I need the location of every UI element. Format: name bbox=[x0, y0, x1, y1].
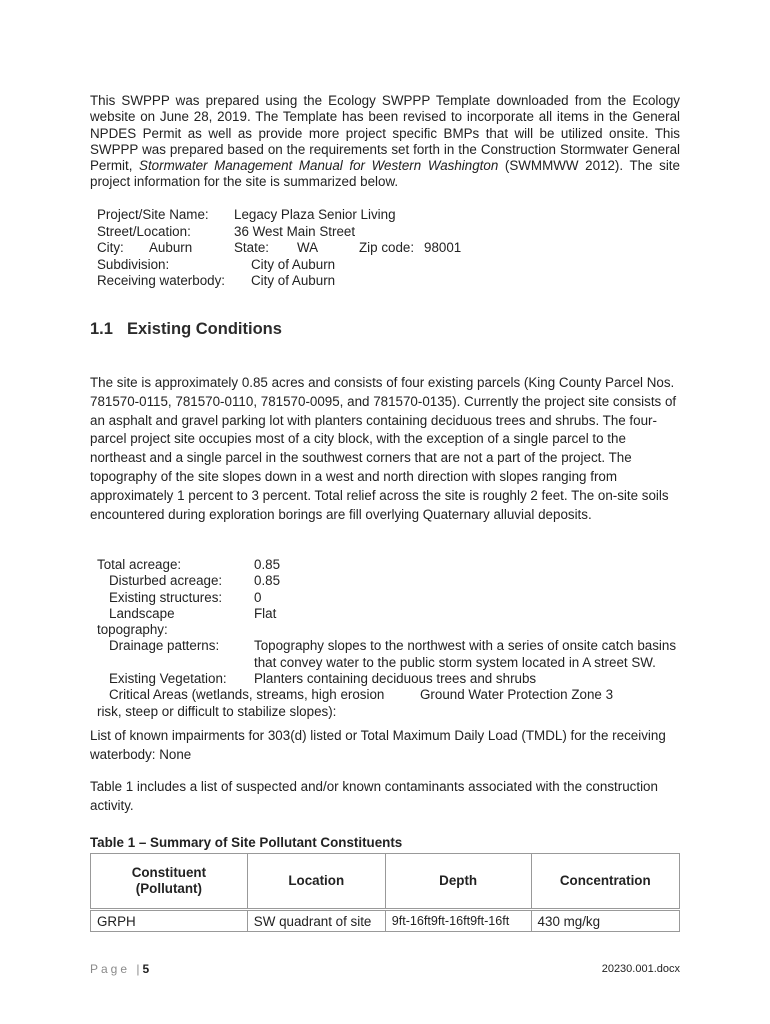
table-header-row bbox=[91, 854, 680, 910]
page-separator: | bbox=[136, 962, 143, 976]
table-title: Table 1 – Summary of Site Pollutant Constituents bbox=[90, 835, 403, 850]
drainage-value-line2: that convey water to the public storm system located in A street SW. bbox=[254, 654, 656, 670]
project-name-value: Legacy Plaza Senior Living bbox=[234, 207, 396, 222]
total-acreage-label: Total acreage: bbox=[97, 557, 182, 572]
intro-paragraph bbox=[90, 93, 680, 191]
pollutant-table bbox=[90, 853, 680, 932]
landscape-label: Landscape bbox=[109, 605, 175, 621]
page-footer-number bbox=[90, 962, 149, 976]
intro-text-part1: This SWPPP was prepared using the Ecology SWPPP Template downloaded from the Ecology website on June 28, 2019. The Template has been revised to incorporate all items in the General NPDES Permit as well as provide more project specific BMPs that will be utilized onsite. This SWPPP was prepared based on the requirements set forth in the Construction Stormwater General Permit, bbox=[90, 93, 680, 174]
total-acreage-value: 0.85 bbox=[254, 557, 281, 572]
city-label: City: bbox=[97, 240, 124, 255]
table-row bbox=[91, 910, 680, 932]
drainage-label: Drainage patterns: bbox=[109, 638, 220, 654]
page-label: Page bbox=[90, 962, 131, 976]
table-header-cell: Concentration bbox=[531, 854, 679, 910]
zip-label: Zip code: bbox=[359, 240, 415, 255]
street-value: 36 West Main Street bbox=[234, 223, 356, 239]
state-label: State: bbox=[234, 240, 269, 255]
critical-areas-value: Ground Water Protection Zone 3 bbox=[420, 687, 614, 703]
vegetation-value: Planters containing deciduous trees and shrubs bbox=[254, 671, 537, 687]
table-header-cell: Depth bbox=[385, 854, 531, 910]
table-header-cell: Location bbox=[247, 854, 385, 910]
table-cell: SW quadrant of site bbox=[247, 910, 385, 932]
page-number: 5 bbox=[142, 962, 150, 976]
drainage-value-line1: Topography slopes to the northwest with a series of onsite catch basins bbox=[254, 638, 677, 654]
footer-filename: 20230.001.docx bbox=[601, 963, 680, 975]
critical-areas-label-line2: risk, steep or difficult to stabilize slopes): bbox=[97, 703, 337, 719]
impairments-paragraph: List of known impairments for 303(d) listed or Total Maximum Daily Load (TMDL) for the receiving waterbody: None bbox=[90, 728, 666, 762]
existing-structures-value: 0 bbox=[254, 589, 262, 605]
state-value: WA bbox=[297, 240, 319, 255]
section-heading bbox=[90, 320, 282, 339]
subdivision-value: City of Auburn bbox=[251, 256, 336, 272]
waterbody-label: Receiving waterbody: bbox=[97, 273, 226, 288]
subdivision-label: Subdivision: bbox=[97, 256, 170, 272]
vegetation-label: Existing Vegetation: bbox=[109, 671, 227, 687]
disturbed-acreage-value: 0.85 bbox=[254, 573, 281, 589]
existing-structures-label: Existing structures: bbox=[109, 589, 223, 605]
table-cell: 430 mg/kg bbox=[531, 910, 679, 932]
section-title: Existing Conditions bbox=[127, 320, 282, 338]
zip-value: 98001 bbox=[424, 240, 462, 255]
table-cell: GRPH bbox=[91, 910, 248, 932]
disturbed-acreage-label: Disturbed acreage: bbox=[109, 573, 223, 589]
intro-text-part2: (SWMMWW 2012). The site project information for the site is summarized below. bbox=[90, 158, 680, 190]
landscape-value: Flat bbox=[254, 605, 277, 621]
waterbody-value: City of Auburn bbox=[251, 273, 336, 288]
section-number: 1.1 bbox=[90, 320, 113, 338]
street-label: Street/Location: bbox=[97, 223, 191, 239]
topography-label: topography: bbox=[97, 622, 168, 638]
existing-conditions-paragraph: The site is approximately 0.85 acres and consists of four existing parcels (King County Parcel Nos. 781570-0115, 781570-0110, 781570-0095, and 781570-0135). Currently the project site consists of an asphalt and gravel parking lot with planters containing deciduous trees and shrubs. The four-parcel project site occupies most of a city block, with the exception of a single parcel to the northeast and a single parcel in the southwest corners that are not a part of the project. The topography of the site slopes down in a west and north direction with slopes ranging from approximately 1 percent to 3 percent. Total relief across the site is roughly 2 feet. The on-site soils encountered during exploration borings are fill overlying Quaternary alluvial deposits. bbox=[90, 375, 677, 522]
city-value: Auburn bbox=[149, 240, 193, 255]
critical-areas-label-line1: Critical Areas (wetlands, streams, high erosion bbox=[109, 687, 385, 703]
table-header-cell: Constituent (Pollutant) bbox=[91, 854, 248, 910]
table-intro-paragraph: Table 1 includes a list of suspected and/or known contaminants associated with the construction activity. bbox=[90, 779, 658, 813]
manual-title: Stormwater Management Manual for Western Washington bbox=[139, 158, 499, 174]
table-cell: 9ft-16ft9ft-16ft9ft-16ft bbox=[385, 910, 531, 932]
conditions-list bbox=[97, 557, 717, 720]
project-name-label: Project/Site Name: bbox=[97, 207, 209, 222]
